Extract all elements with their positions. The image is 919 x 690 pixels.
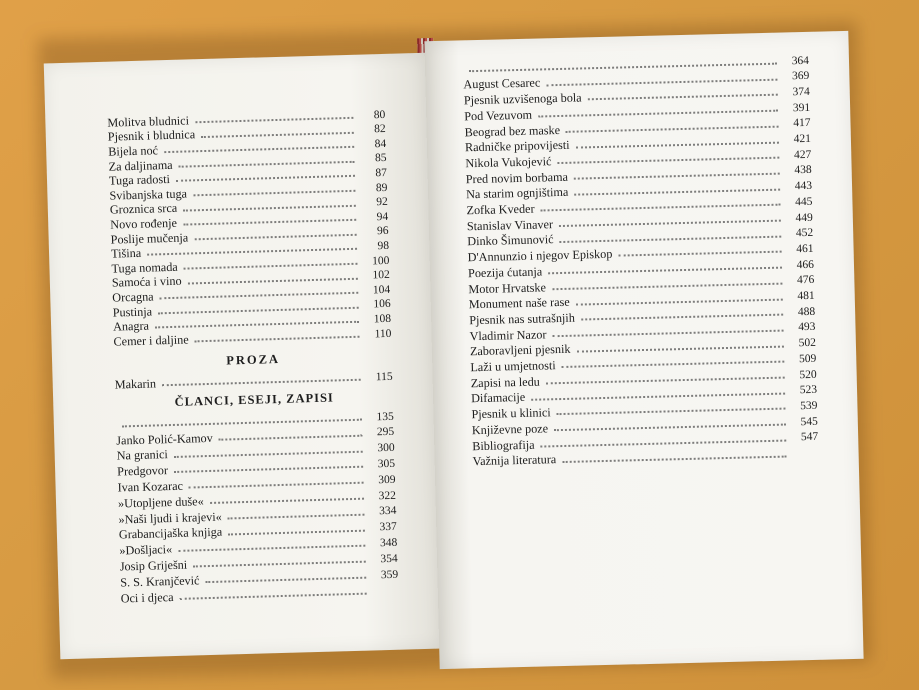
- toc-entry-page: 104: [372, 283, 391, 297]
- toc-entry-page: 334: [378, 505, 397, 518]
- toc-entry-page: 102: [372, 268, 390, 282]
- toc-entry-page: 449: [795, 211, 813, 224]
- toc-entry-page: 110: [374, 327, 392, 340]
- toc-entry-title: Vladimir Nazor: [469, 327, 547, 343]
- toc-entry-page: 427: [793, 148, 812, 161]
- left-page: [44, 53, 442, 659]
- toc-entry-page: 476: [796, 274, 815, 287]
- toc-entry-page: 364: [791, 54, 810, 67]
- toc-entry-title: Pjesnik nas sutrašnjih: [469, 310, 575, 328]
- toc-entry-title: Predgovor: [116, 463, 169, 479]
- toc-entry-title: Radničke pripovijesti: [464, 138, 570, 155]
- toc-entry-page: 502: [798, 336, 817, 350]
- toc-entry-page: 92: [376, 195, 388, 209]
- toc-entry-title: Važnija literatura: [472, 452, 557, 469]
- toc-entry-title: Novo rođenje: [110, 215, 178, 232]
- toc-entry-page: 445: [795, 195, 813, 209]
- toc-entry-title: Beograd bez maske: [464, 122, 561, 139]
- toc-entry-page: 466: [796, 258, 815, 271]
- toc-entry-title: Josip Griješni: [119, 557, 188, 574]
- toc-entry-title: Laži u umjetnosti: [470, 358, 556, 375]
- toc-entry-page: 520: [799, 368, 817, 381]
- toc-entry-title: Cemer i daljine: [113, 332, 189, 349]
- toc-entry-title: Orcagna: [112, 289, 154, 305]
- toc-entry-page: 374: [792, 85, 810, 99]
- toc-entry-title: Bijela noć: [108, 143, 159, 159]
- right-entries: [463, 52, 819, 469]
- toc-entry-title: Oci i djeca: [120, 589, 174, 606]
- toc-entry-page: 80: [373, 108, 386, 121]
- toc-entry-title: August Cesarec: [463, 75, 541, 92]
- toc-entry-title: Tuga radosti: [108, 172, 171, 188]
- toc-entry-page: 452: [795, 227, 814, 240]
- toc-entry-title: Anagra: [112, 318, 150, 334]
- toc-entry-page: 300: [377, 441, 395, 455]
- left-toc: [107, 106, 399, 634]
- toc-entry-page: 547: [800, 431, 819, 444]
- toc-entry-title: Pod Vezuvom: [464, 107, 533, 124]
- toc-entry-title: Tišina: [110, 245, 142, 261]
- toc-entry-page: 348: [379, 536, 398, 550]
- toc-entry-title: Grabancijaška knjiga: [118, 525, 223, 542]
- toc-entry-page: 488: [797, 305, 816, 318]
- toc-entry-page: 438: [794, 164, 812, 177]
- toc-entry-title: Molitva bludnici: [107, 113, 190, 130]
- toc-entry-page: 106: [373, 298, 391, 311]
- toc-entry-title: Zapisi na ledu: [470, 374, 540, 391]
- toc-entry-page: 89: [375, 181, 388, 194]
- toc-entry-page: 135: [376, 410, 394, 423]
- toc-entry-page: 391: [792, 101, 811, 114]
- toc-entry-title: Stanislav Vinaver: [466, 216, 554, 234]
- toc-entry-page: [793, 459, 819, 460]
- toc-entry-title: »Naši ljudi i krajevi«: [118, 509, 222, 527]
- toc-entry-title: Groznica srca: [109, 201, 178, 218]
- dot-leader: [228, 513, 365, 519]
- toc-entry-title: Janko Polić-Kamov: [116, 430, 213, 448]
- toc-entry-title: Za daljinama: [108, 157, 173, 174]
- toc-entry-title: Pred novim borbama: [465, 169, 569, 186]
- left-entries: [107, 106, 392, 349]
- toc-entry-title: Na granici: [116, 447, 169, 463]
- toc-entry-title: Nikola Vukojević: [465, 154, 552, 171]
- toc-entry-page: 545: [800, 415, 818, 428]
- toc-entry-title: Motor Hrvatske: [468, 279, 547, 296]
- toc-entry-title: Difamacije: [470, 390, 526, 406]
- toc-entry-page: 421: [793, 132, 812, 146]
- toc-entry-page: 100: [371, 254, 390, 267]
- toc-entry-page: 84: [374, 137, 387, 150]
- toc-entry-title: Poslije mučenja: [110, 230, 189, 247]
- toc-entry-page: 369: [791, 70, 810, 83]
- toc-entry-page: 322: [378, 489, 397, 502]
- toc-entry-title: Ivan Kozarac: [117, 478, 184, 495]
- toc-entry-page: 461: [796, 242, 814, 256]
- toc-entry-title: D'Annunzio i njegov Episkop: [467, 246, 613, 265]
- dot-leader: [228, 529, 365, 535]
- dot-leader: [162, 379, 361, 387]
- toc-entry-page: 305: [377, 457, 396, 471]
- toc-entry-title: Zofka Kveder: [466, 201, 535, 218]
- toc-entry-title: Svibanjska tuga: [109, 186, 188, 203]
- toc-entry-page: 337: [379, 520, 397, 534]
- dot-leader: [219, 434, 363, 440]
- toc-entry-page: 98: [377, 239, 390, 253]
- toc-entry-title: S. S. Kranjčević: [120, 573, 200, 590]
- toc-entry-page: 82: [374, 123, 386, 136]
- toc-entry-page: 539: [800, 399, 818, 413]
- dot-leader: [180, 592, 367, 599]
- toc-entry-title: Na starim ognjištima: [465, 185, 569, 202]
- toc-entry-page: 108: [373, 312, 392, 326]
- toc-entry-title: Bibliografija: [472, 437, 535, 453]
- dot-leader: [210, 498, 364, 504]
- toc-entry-page: 85: [374, 152, 387, 165]
- toc-entry-title: Pjesnik uzvišenoga bola: [463, 90, 582, 108]
- dot-leader: [562, 455, 786, 462]
- toc-entry-page: 443: [794, 179, 813, 193]
- toc-entry: [114, 368, 392, 391]
- toc-entry-page: 523: [799, 383, 818, 397]
- toc-entry-page: 94: [376, 210, 389, 223]
- toc-entry-title: Monument naše rase: [468, 295, 570, 312]
- toc-entry-title: »Utopljene duše«: [117, 493, 204, 511]
- toc-entry-page: 295: [376, 426, 395, 439]
- toc-entry-page: 115: [375, 370, 393, 383]
- toc-entry-page: 359: [380, 568, 399, 581]
- right-page: [424, 31, 863, 669]
- right-toc: [463, 52, 819, 480]
- toc-entry-page: [373, 597, 399, 598]
- toc-entry-title: Dinko Šimunović: [467, 232, 554, 249]
- toc-entry-title: Samoća i vino: [111, 274, 182, 291]
- toc-entry-title: »Došljaci«: [119, 542, 173, 558]
- toc-entry-title: Književne poze: [471, 421, 549, 438]
- dot-leader: [195, 336, 360, 343]
- toc-entry-title: Tuga nomada: [111, 259, 178, 276]
- toc-entry-page: 493: [798, 321, 816, 334]
- clanci-heading: ČLANCI, ESEJI, ZAPISI: [174, 390, 334, 409]
- dot-leader: [618, 251, 781, 257]
- toc-entry-page: 354: [380, 552, 398, 565]
- toc-entry-page: 309: [378, 473, 396, 486]
- proza-heading: PROZA: [226, 351, 281, 368]
- toc-entry-title: Poezija ćutanja: [467, 264, 543, 281]
- toc-entry-title: Zaboravljeni pjesnik: [469, 342, 571, 359]
- toc-entry-title: Pjesnik u klinici: [471, 405, 551, 422]
- toc-entry-page: 87: [375, 166, 388, 180]
- toc-entry-page: 509: [798, 352, 817, 366]
- toc-entry-title: Makarin: [114, 376, 157, 392]
- toc-entry-page: 96: [376, 225, 389, 238]
- toc-entry-page: 481: [797, 289, 815, 303]
- toc-entry-title: Pustinja: [112, 304, 153, 320]
- toc-entry-title: Pjesnik i bludnica: [107, 127, 196, 145]
- toc-entry-page: 417: [793, 117, 811, 130]
